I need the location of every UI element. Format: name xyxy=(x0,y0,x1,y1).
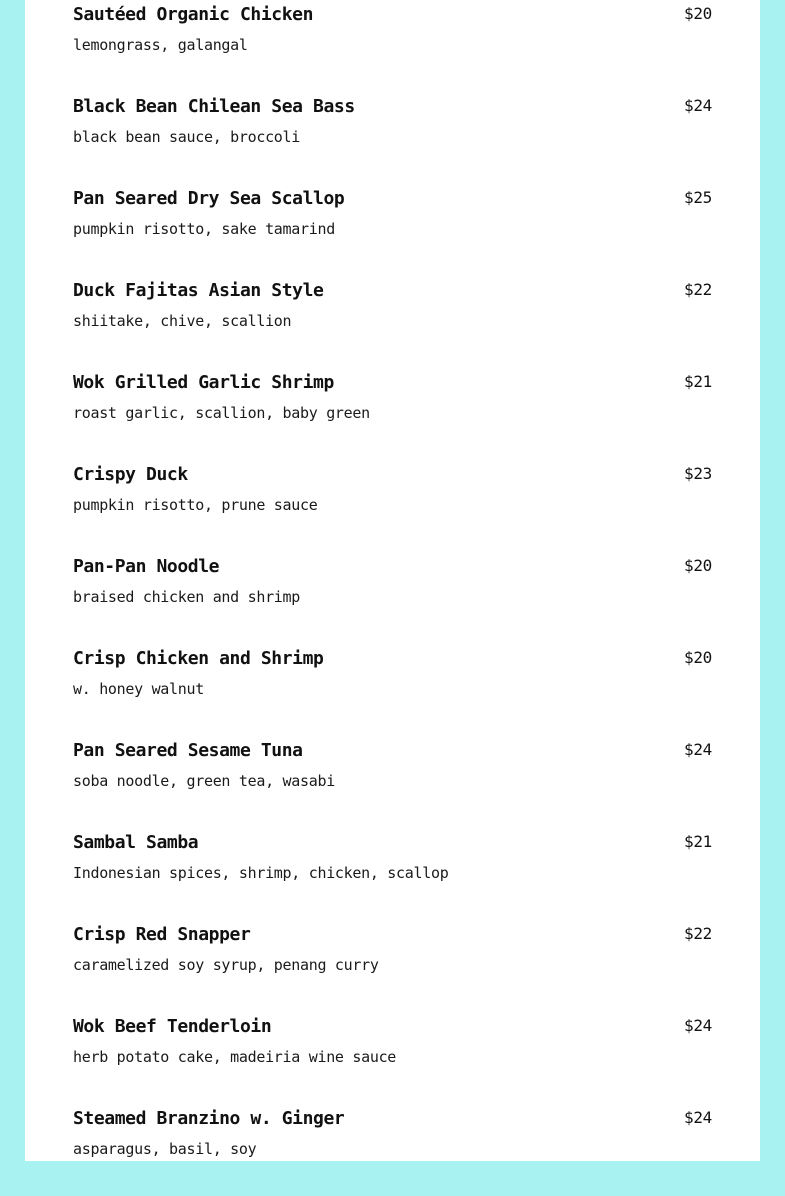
dish-description: Indonesian spices, shrimp, chicken, scallop xyxy=(73,864,449,882)
dish-price: $22 xyxy=(684,924,712,943)
menu-item xyxy=(73,460,713,552)
dish-description: herb potato cake, madeiria wine sauce xyxy=(73,1048,397,1066)
dish-name: Sambal Samba xyxy=(73,832,199,853)
dish-name: Pan Seared Sesame Tuna xyxy=(73,740,303,761)
dish-name: Pan Seared Dry Sea Scallop xyxy=(73,188,345,209)
menu-item xyxy=(73,0,713,92)
menu-item xyxy=(73,920,713,1012)
menu-item xyxy=(73,644,713,736)
dish-description: pumpkin risotto, prune sauce xyxy=(73,496,318,514)
dish-description: pumpkin risotto, sake tamarind xyxy=(73,220,335,238)
menu-item xyxy=(73,828,713,920)
dish-description: shiitake, chive, scallion xyxy=(73,312,292,330)
dish-description: soba noodle, green tea, wasabi xyxy=(73,772,335,790)
menu-item xyxy=(73,276,713,368)
menu-item xyxy=(73,736,713,828)
dish-description: w. honey walnut xyxy=(73,680,204,698)
dish-price: $21 xyxy=(684,372,712,391)
dish-price: $20 xyxy=(684,4,712,23)
dish-price: $20 xyxy=(684,556,712,575)
menu-list xyxy=(73,0,713,1196)
dish-description: caramelized soy syrup, penang curry xyxy=(73,956,379,974)
dish-price: $22 xyxy=(684,280,712,299)
dish-price: $24 xyxy=(684,740,712,759)
dish-price: $25 xyxy=(684,188,712,207)
menu-item xyxy=(73,1104,713,1196)
dish-name: Wok Grilled Garlic Shrimp xyxy=(73,372,334,393)
dish-description: lemongrass, galangal xyxy=(73,36,248,54)
menu-panel xyxy=(25,0,760,1161)
dish-description: asparagus, basil, soy xyxy=(73,1140,257,1158)
dish-price: $24 xyxy=(684,1016,712,1035)
dish-name: Crisp Chicken and Shrimp xyxy=(73,648,324,669)
dish-description: roast garlic, scallion, baby green xyxy=(73,404,370,422)
dish-description: braised chicken and shrimp xyxy=(73,588,301,606)
dish-name: Duck Fajitas Asian Style xyxy=(73,280,324,301)
dish-description: black bean sauce, broccoli xyxy=(73,128,301,146)
menu-item xyxy=(73,1012,713,1104)
menu-item xyxy=(73,552,713,644)
dish-name: Wok Beef Tenderloin xyxy=(73,1016,272,1037)
menu-item xyxy=(73,184,713,276)
dish-price: $24 xyxy=(684,96,712,115)
dish-name: Steamed Branzino w. Ginger xyxy=(73,1108,345,1129)
dish-name: Sautéed Organic Chicken xyxy=(73,4,314,25)
menu-item xyxy=(73,368,713,460)
dish-name: Crisp Red Snapper xyxy=(73,924,251,945)
dish-price: $21 xyxy=(684,832,712,851)
dish-name: Black Bean Chilean Sea Bass xyxy=(73,96,355,117)
dish-name: Crispy Duck xyxy=(73,464,188,485)
dish-price: $23 xyxy=(684,464,712,483)
dish-price: $20 xyxy=(684,648,712,667)
menu-item xyxy=(73,92,713,184)
dish-price: $24 xyxy=(684,1108,712,1127)
dish-name: Pan-Pan Noodle xyxy=(73,556,220,577)
